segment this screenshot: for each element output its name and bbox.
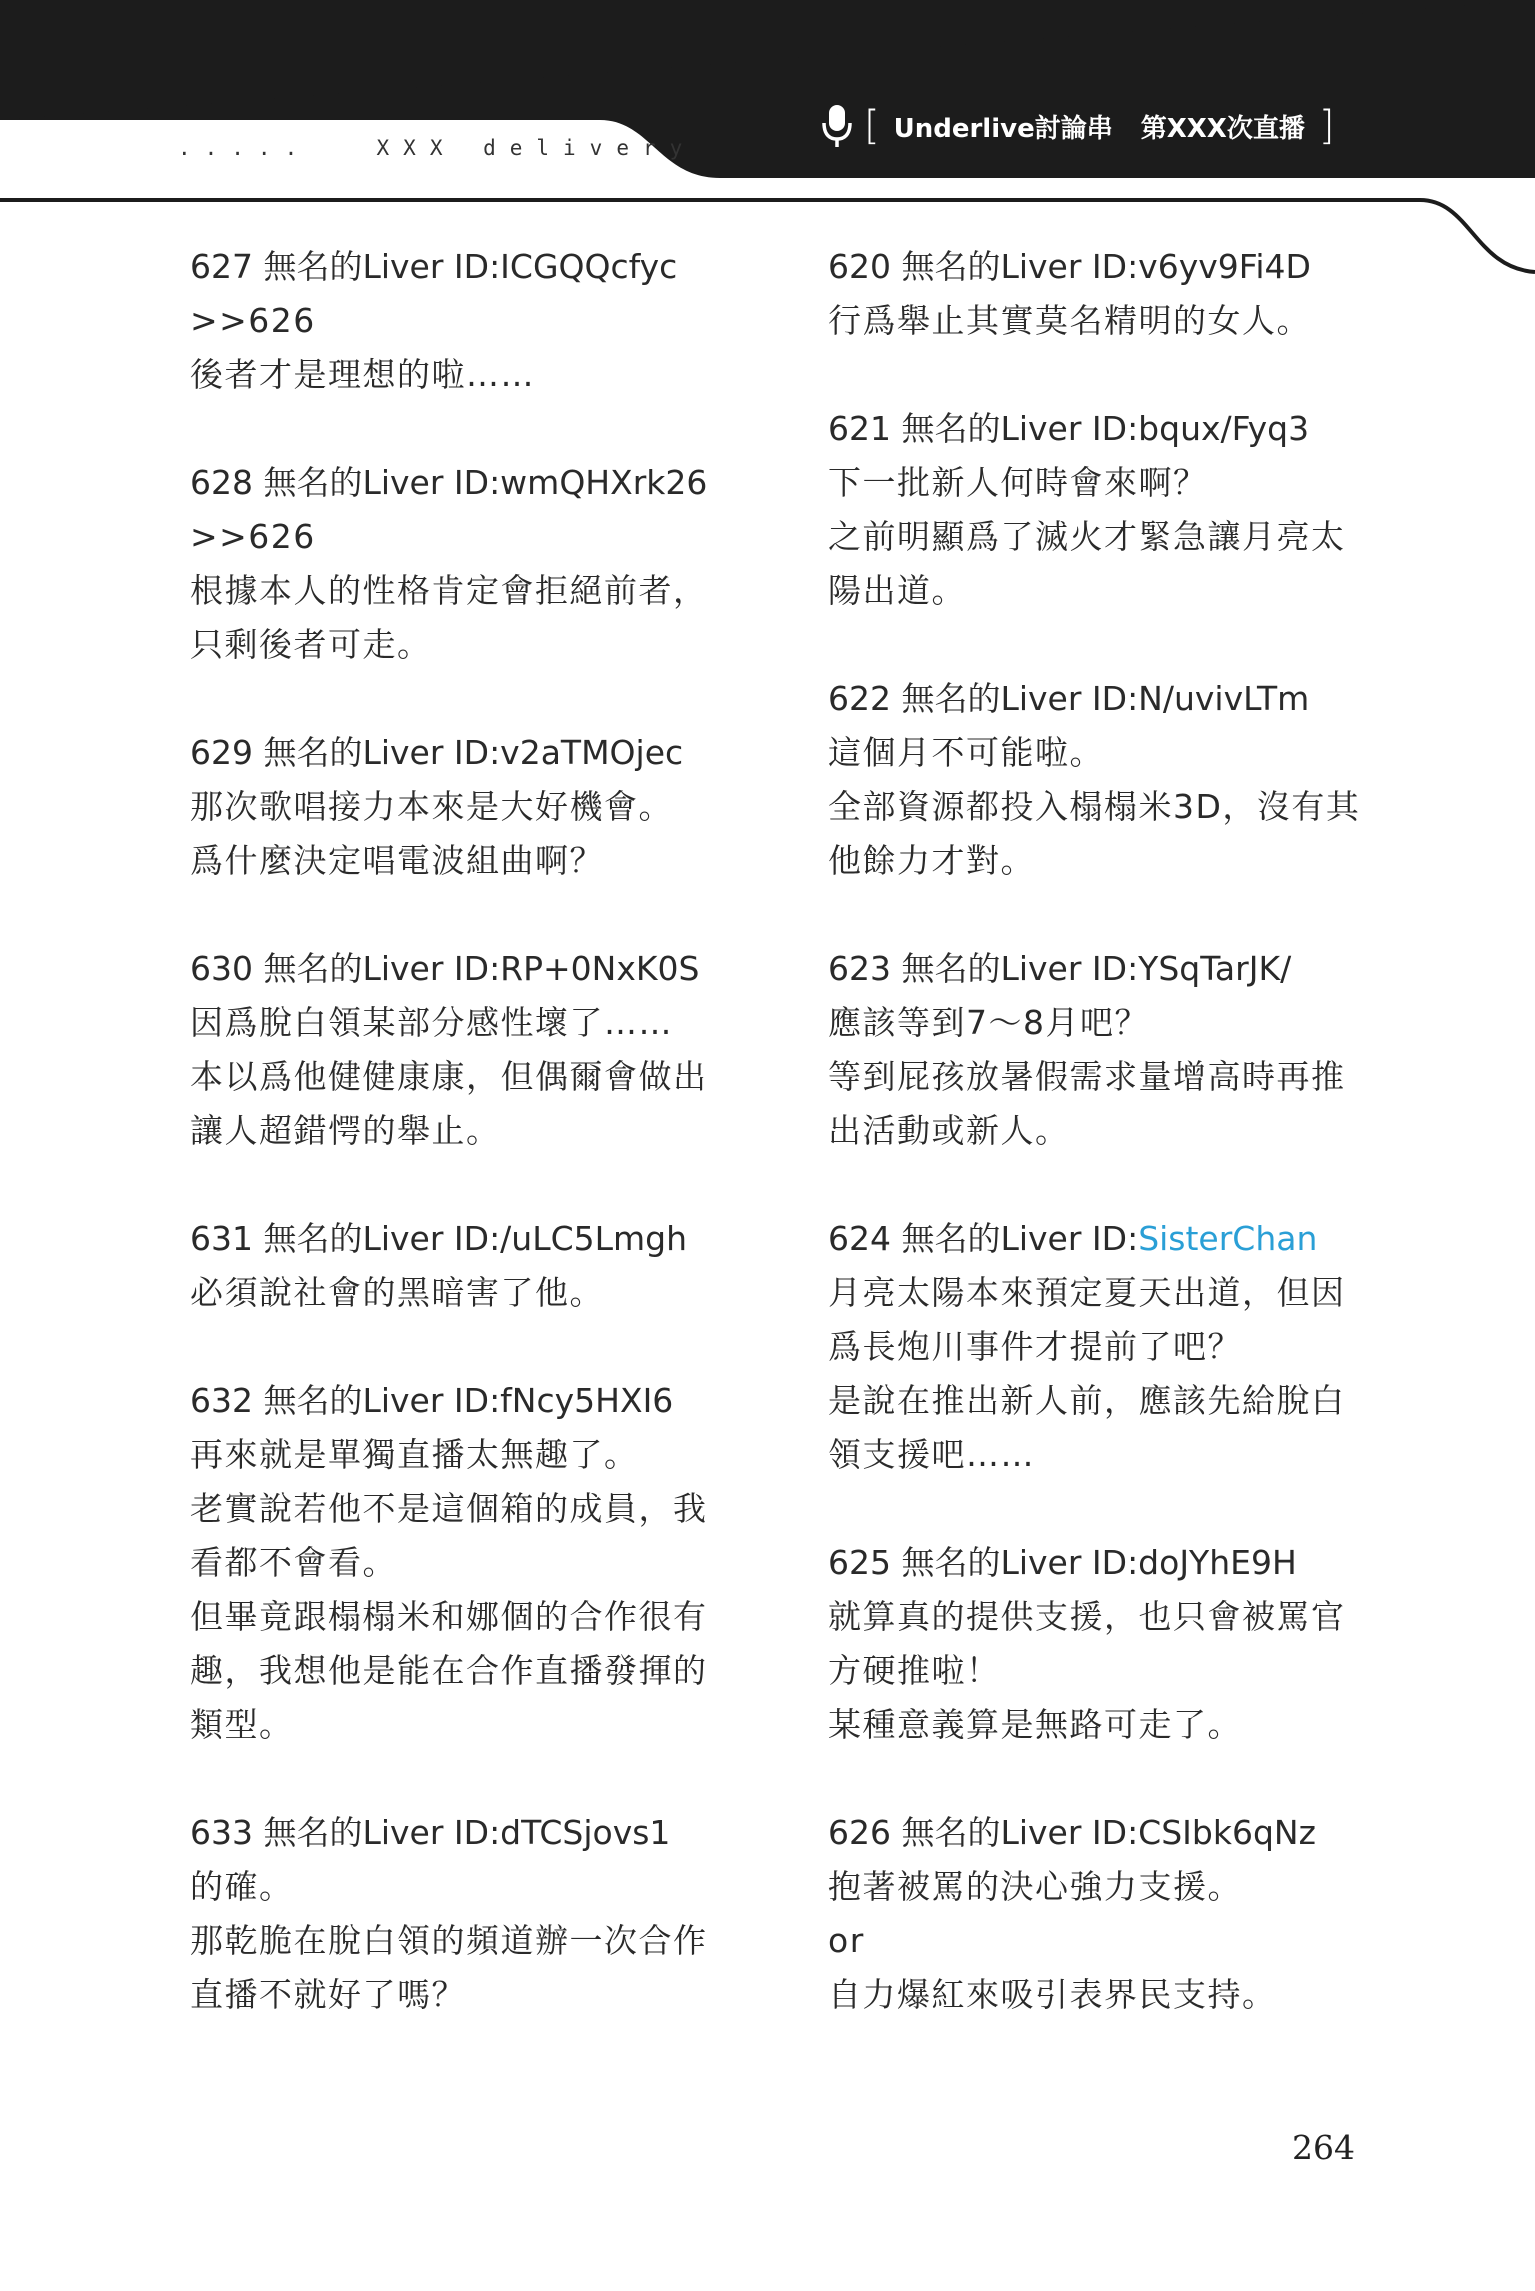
forum-post (190, 1374, 730, 1752)
post-header-prefix: 624 無名的Liver ID: (828, 1219, 1139, 1258)
post-line: >>626 (190, 301, 316, 340)
post-line: 老實說若他不是這個箱的成員，我 (190, 1489, 708, 1528)
microphone-icon (820, 103, 854, 149)
forum-post (190, 942, 730, 1158)
post-line: 全部資源都投入榻榻米3D，沒有其 (828, 787, 1361, 826)
post-header (828, 1212, 1368, 1266)
post-line: 直播不就好了嗎？ (190, 1975, 466, 2014)
header-delivery-label (178, 136, 696, 160)
post-line: 後者才是理想的啦…… (190, 355, 535, 394)
post-line: 就算真的提供支援，也只會被罵官 (828, 1597, 1346, 1636)
post-line: or (828, 1921, 865, 1960)
post-line: 只剩後者可走。 (190, 625, 432, 664)
forum-post (828, 672, 1368, 888)
post-line: >>626 (190, 517, 316, 556)
post-line: 是說在推出新人前，應該先給脫白 (828, 1381, 1346, 1420)
forum-post (828, 1536, 1368, 1752)
post-line: 的確。 (190, 1867, 294, 1906)
post-line: 領支援吧…… (828, 1435, 1035, 1474)
forum-post (828, 1806, 1368, 2022)
post-line: 看都不會看。 (190, 1543, 397, 1582)
post-header: 628 無名的Liver ID:wmQHXrk26 (190, 463, 708, 502)
post-line: 爲長炮川事件才提前了吧？ (828, 1327, 1242, 1366)
forum-post (190, 1212, 730, 1320)
post-line: 那次歌唱接力本來是大好機會。 (190, 787, 673, 826)
header-left-label: XXX delivery (376, 136, 697, 160)
header-title (820, 100, 1334, 152)
post-line: 行爲舉止其實莫名精明的女人。 (828, 301, 1311, 340)
post-header: 631 無名的Liver ID:/uLC5Lmgh (190, 1219, 688, 1258)
highlighted-id: SisterChan (1138, 1219, 1318, 1258)
post-header: 627 無名的Liver ID:ICGQQcfyc (190, 247, 678, 286)
title-part-one: Underlive討論串 (893, 113, 1113, 144)
forum-post (828, 402, 1368, 618)
forum-post (190, 726, 730, 888)
post-line: 爲什麼決定唱電波組曲啊？ (190, 841, 604, 880)
post-line: 月亮太陽本來預定夏天出道，但因 (828, 1273, 1346, 1312)
page-number: 264 (1292, 2128, 1355, 2167)
post-header: 625 無名的Liver ID:doJYhE9H (828, 1543, 1297, 1582)
right-column (828, 240, 1368, 2076)
post-line: 必須說社會的黑暗害了他。 (190, 1273, 604, 1312)
post-line: 讓人超錯愕的舉止。 (190, 1111, 501, 1150)
post-header: 622 無名的Liver ID:N/uvivLTm (828, 679, 1310, 718)
post-header: 626 無名的Liver ID:CSIbk6qNz (828, 1813, 1316, 1852)
post-header: 620 無名的Liver ID:v6yv9Fi4D (828, 247, 1311, 286)
post-line: 抱著被罵的決心強力支援。 (828, 1867, 1242, 1906)
post-header: 621 無名的Liver ID:bqux/Fyq3 (828, 409, 1310, 448)
post-line: 因爲脫白領某部分感性壞了…… (190, 1003, 673, 1042)
left-column (190, 240, 730, 2076)
post-line: 本以爲他健健康康，但偶爾會做出 (190, 1057, 708, 1096)
post-line: 但畢竟跟榻榻米和娜個的合作很有 (190, 1597, 708, 1636)
post-header: 623 無名的Liver ID:YSqTarJK/ (828, 949, 1292, 988)
title-part-two: 第XXX次直播 (1140, 113, 1305, 144)
title-bracket-close: ] (1318, 103, 1335, 149)
header-dots: ..... (178, 136, 312, 160)
title-thread-name (894, 108, 1305, 145)
forum-post (190, 456, 730, 672)
post-line: 下一批新人何時會來啊？ (828, 463, 1208, 502)
post-line: 趣，我想他是能在合作直播發揮的 (190, 1651, 708, 1690)
post-line: 再來就是單獨直播太無趣了。 (190, 1435, 639, 1474)
forum-post (828, 1212, 1368, 1482)
title-bracket-open: [ (864, 103, 880, 149)
post-line: 那乾脆在脫白領的頻道辦一次合作 (190, 1921, 708, 1960)
post-line: 方硬推啦！ (828, 1651, 1001, 1690)
post-line: 自力爆紅來吸引表界民支持。 (828, 1975, 1277, 2014)
post-line: 出活動或新人。 (828, 1111, 1070, 1150)
forum-post (828, 240, 1368, 348)
post-header: 629 無名的Liver ID:v2aTMOjec (190, 733, 684, 772)
post-line: 等到屁孩放暑假需求量增高時再推 (828, 1057, 1346, 1096)
forum-post (190, 240, 730, 402)
post-line: 某種意義算是無路可走了。 (828, 1705, 1242, 1744)
forum-post (828, 942, 1368, 1158)
post-line: 陽出道。 (828, 571, 966, 610)
post-header: 630 無名的Liver ID:RP+0NxK0S (190, 949, 700, 988)
post-line: 這個月不可能啦。 (828, 733, 1104, 772)
post-line: 根據本人的性格肯定會拒絕前者， (190, 571, 708, 610)
forum-post (190, 1806, 730, 2022)
post-header: 633 無名的Liver ID:dTCSjovs1 (190, 1813, 671, 1852)
post-header: 632 無名的Liver ID:fNcy5HXI6 (190, 1381, 674, 1420)
post-line: 之前明顯爲了滅火才緊急讓月亮太 (828, 517, 1346, 556)
post-line: 應該等到7～8月吧？ (828, 1003, 1149, 1042)
post-line: 他餘力才對。 (828, 841, 1035, 880)
post-line: 類型。 (190, 1705, 294, 1744)
